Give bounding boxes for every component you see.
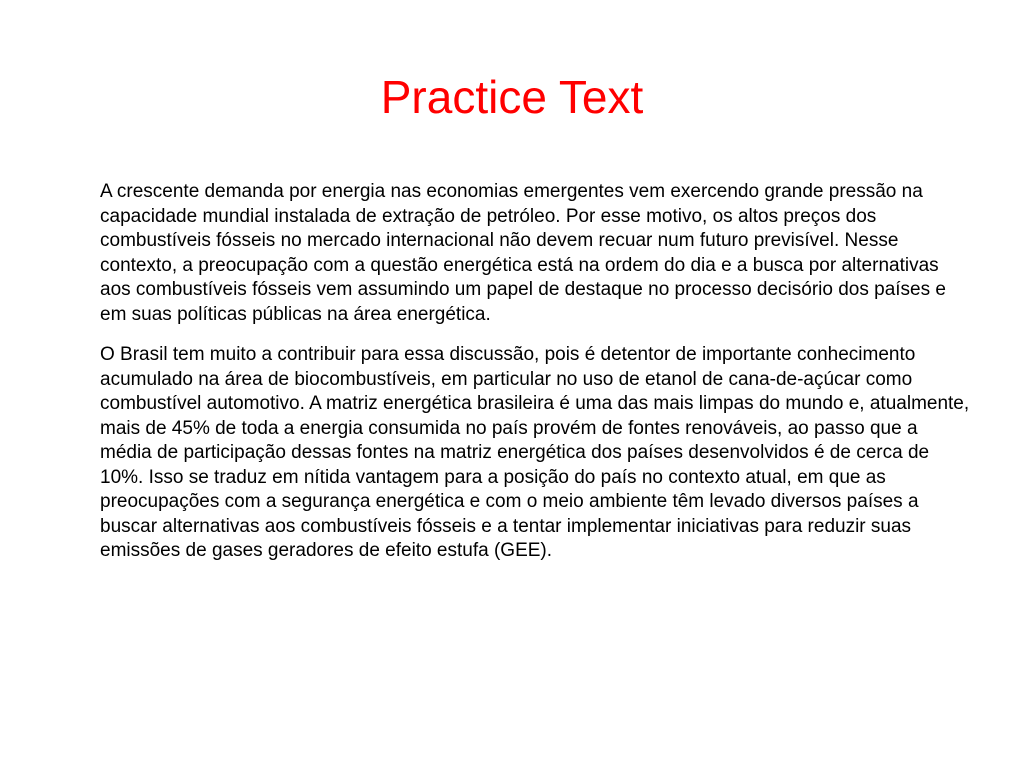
slide-title: Practice Text <box>380 71 644 123</box>
slide-body <box>100 180 970 564</box>
paragraph-2: O Brasil tem muito a contribuir para essa discussão, pois é detentor de importante conhecimento acumulado na área de biocombustíveis, em particular no uso de etanol de cana-de-açúcar como combustível automotivo. A matriz energética brasileira é uma das mais limpas do mundo e, atualmente, mais de 45% de toda a energia consumida no país provém de fontes renováveis, ao passo que a média de participação dessas fontes na matriz energética dos países desenvolvidos é de cerca de 10%. Isso se traduz em nítida vantagem para a posição do país no contexto atual, em que as preocupações com a segurança energética e com o meio ambiente têm levado diversos países a buscar alternativas aos combustíveis fósseis e a tentar implementar iniciativas para reduzir suas emissões de gases geradores de efeito estufa (GEE). <box>100 344 970 561</box>
paragraph-1: A crescente demanda por energia nas economias emergentes vem exercendo grande pressão na capacidade mundial instalada de extração de petróleo. Por esse motivo, os altos preços dos combustíveis fósseis no mercado internacional não devem recuar num futuro previsível. Nesse contexto, a preocupação com a questão energética está na ordem do dia e a busca por alternativas aos combustíveis fósseis vem assumindo um papel de destaque no processo decisório dos países e em suas políticas públicas na área energética. <box>100 181 946 325</box>
